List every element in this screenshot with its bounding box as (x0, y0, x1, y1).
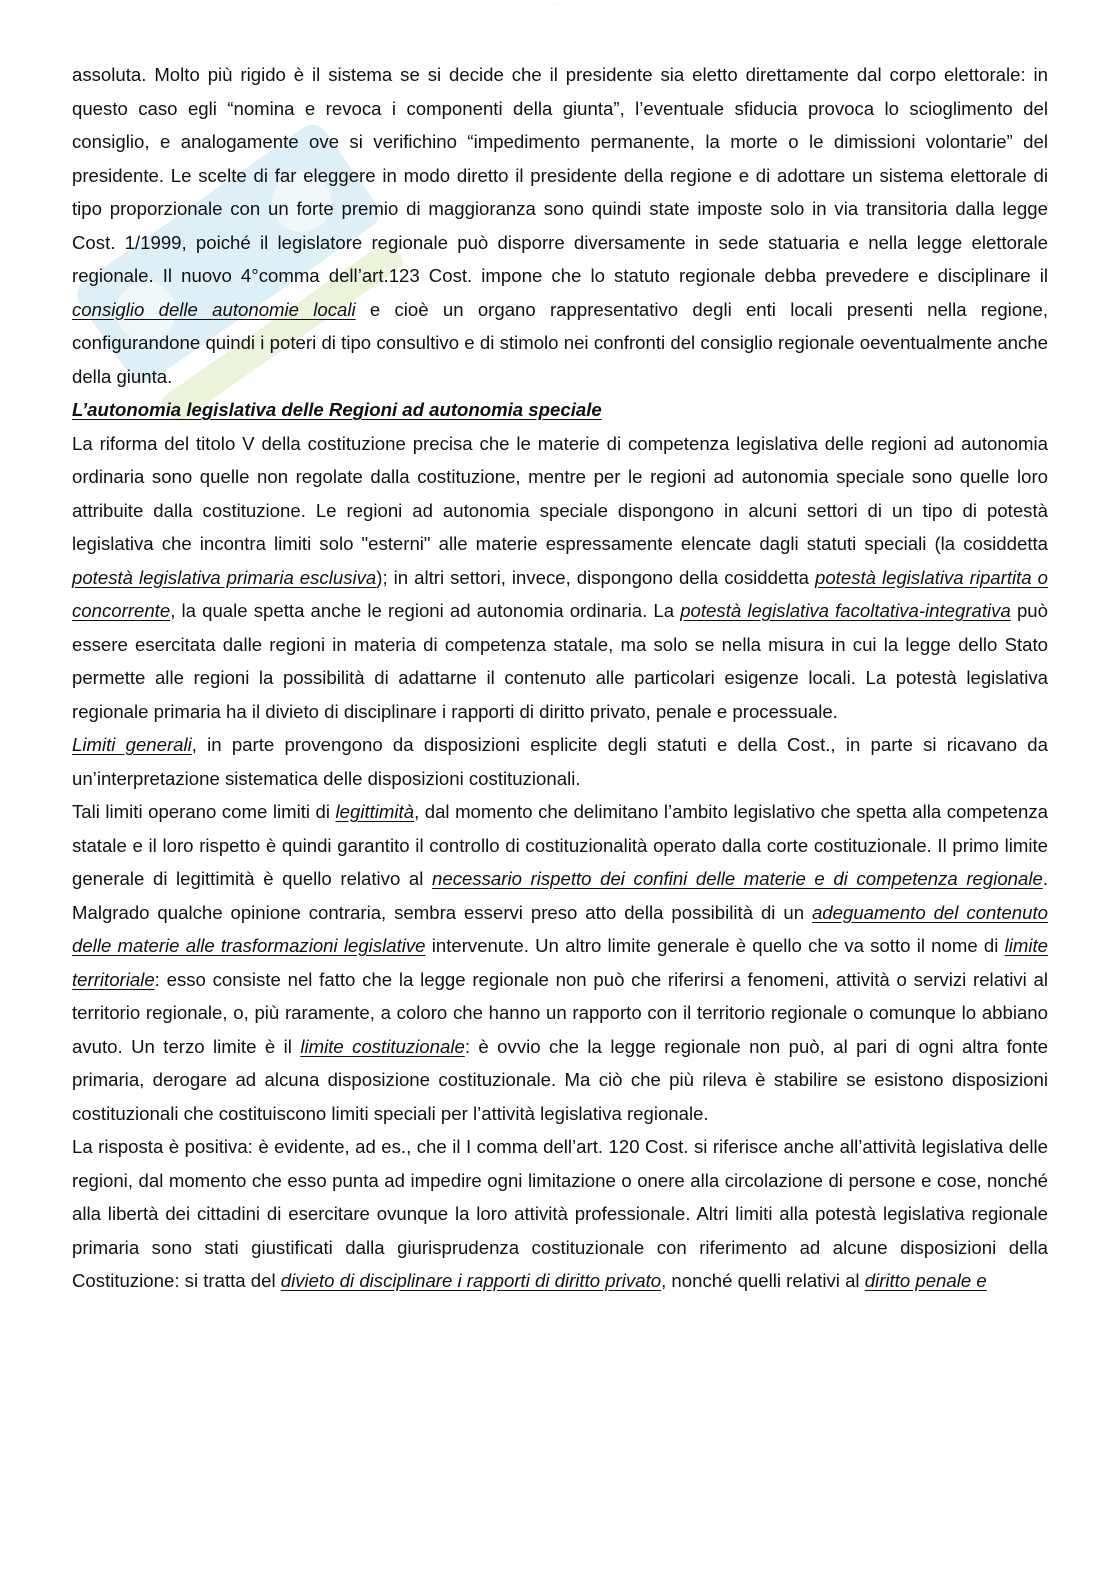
text-run: assoluta. Molto più rigido è il sistema se si decide che il presidente sia eletto direttamente dal corpo elettorale: in questo caso egli “nomina e revoca i componenti della giunta”, l’eventuale sfiducia provoca lo scioglimento del consiglio, e analogamente ove si verifichino “impedimento permanente, la morte o le dimissioni volontarie” del presidente. Le scelte di far eleggere in modo diretto il presidente della regione e di adottare un sistema elettorale di tipo proporzionale con un forte premio di maggioranza sono quindi state imposte solo in via transitoria dalla legge Cost. 1/1999, poiché il legislatore regionale può disporre diversamente in sede statuaria e nella legge elettorale regionale. Il nuovo 4°comma dell’art.123 Cost. impone che lo statuto regionale debba prevedere e disciplinare il (72, 64, 1048, 286)
term-legittimita: legittimità (335, 801, 415, 822)
term-potesta-primaria: potestà legislativa primaria esclusiva (72, 566, 377, 588)
term-potesta-integrativa: potestà legislativa facoltativa-integrativa (680, 600, 1011, 621)
term-consiglio-autonomie-locali: consiglio delle autonomie locali (72, 298, 356, 320)
paragraph-legittimita (72, 795, 1048, 1130)
text-run: : esso consiste nel fatto che la legge regionale non può che riferirsi a fenomeni, attività o servizi relativi al territorio regionale, o, più raramente, a coloro che hanno un rapporto con il territorio regionale o comunque lo abbiano avuto. Un terzo limite è il (72, 968, 1048, 1057)
text-run: e cioè un organo rappresentativo degli enti locali presenti nella regione, configurandone quindi i poteri di tipo consultivo e di stimolo nei confronti del consiglio regionale oeventualmente anche della giunta. (72, 298, 1048, 387)
term-diritto-penale: diritto penale e (864, 1270, 987, 1291)
paragraph-riforma (72, 427, 1048, 729)
term-divieto-diritto-privato: divieto di disciplinare i rapporti di diritto privato (280, 1270, 662, 1291)
term-limite-costituzionale: limite costituzionale (300, 1035, 465, 1057)
text-run: ); in altri settori, invece, dispongono della cosiddetta (376, 566, 815, 588)
term-limiti-generali: Limiti generali (72, 734, 192, 755)
text-run: intervenute. Un altro limite generale è quello che va sotto il nome di (425, 935, 1005, 956)
text-run: , nonché quelli relativi al (661, 1270, 865, 1291)
term-limite-territoriale: limite territoriale (72, 935, 1048, 990)
paragraph-risposta (72, 1130, 1048, 1298)
text-run: , dal momento che delimitano l’ambito legislativo che spetta alla competenza statale e il loro rispetto è quindi garantito il controllo di costituzionalità operato dalla corte costituzionale. Il primo limite generale di legittimità è quello relativo al (72, 801, 1048, 889)
text-run: , la quale spetta anche le regioni ad autonomia ordinaria. La (170, 600, 681, 621)
text-run: La risposta è positiva: è evidente, ad es., che il I comma dell’art. 120 Cost. si riferisce anche all’attività legislativa delle regioni, dal momento che esso punta ad impedire ogni limitazione o onere alla circolazione di persone e cose, nonché alla libertà dei cittadini di esercitare ovunque la loro attività professionale. Altri limiti alla potestà legislativa regionale primaria sono stati giustificati dalla giurisprudenza costituzionale con riferimento ad alcune disposizioni della Costituzione: si tratta del (72, 1136, 1048, 1291)
text-run: , in parte provengono da disposizioni esplicite degli statuti e della Cost., in parte si ricavano da un’interpretazione sistematica delle disposizioni costituzionali. (72, 734, 1048, 789)
section-heading: L’autonomia legislativa delle Regioni ad autonomia speciale (72, 399, 602, 420)
paragraph-limiti-generali (72, 728, 1048, 795)
page-header-mark: · · · (553, 2, 563, 8)
term-rispetto-confini: necessario rispetto dei confini delle materie e di competenza regionale (432, 868, 1043, 889)
term-adeguamento-contenuto: adeguamento del contenuto delle materie alle trasformazioni legislative (72, 901, 1048, 956)
text-run: può essere esercitata dalle regioni in materia di competenza statale, ma solo se nella misura in cui la legge dello Stato permette alle regioni la possibilità di adattarne il contenuto alle particolari esigenze locali. La potestà legislativa regionale primaria ha il divieto di disciplinare i rapporti di diritto privato, penale e processuale. (72, 600, 1048, 722)
paragraph-presidente (72, 58, 1048, 393)
document-body (72, 58, 1048, 1298)
text-run: . Malgrado qualche opinione contraria, sembra esservi preso atto della possibilità di un (72, 868, 1048, 923)
term-potesta-concorrente: potestà legislativa ripartita o concorrente (72, 566, 1048, 621)
text-run: : è ovvio che la legge regionale non può, al pari di ogni altra fonte primaria, derogare ad alcuna disposizione costituzionale. Ma ciò che più rileva è stabilire se esistono disposizioni costituzionali che costituiscono limiti speciali per l’attività legislativa regionale. (72, 1035, 1049, 1124)
text-run: Tali limiti operano come limiti di (72, 801, 336, 822)
text-run: La riforma del titolo V della costituzione precisa che le materie di competenza legislativa delle regioni ad autonomia ordinaria sono quelle non regolate dalla costituzione, mentre per le regioni ad autonomia speciale sono quelle loro attribuite dalla costituzione. Le regioni ad autonomia speciale dispongono in alcuni settori di un tipo di potestà legislativa che incontra limiti solo "esterni" alle materie espressamente elencate dagli statuti speciali (la cosiddetta (72, 432, 1048, 554)
